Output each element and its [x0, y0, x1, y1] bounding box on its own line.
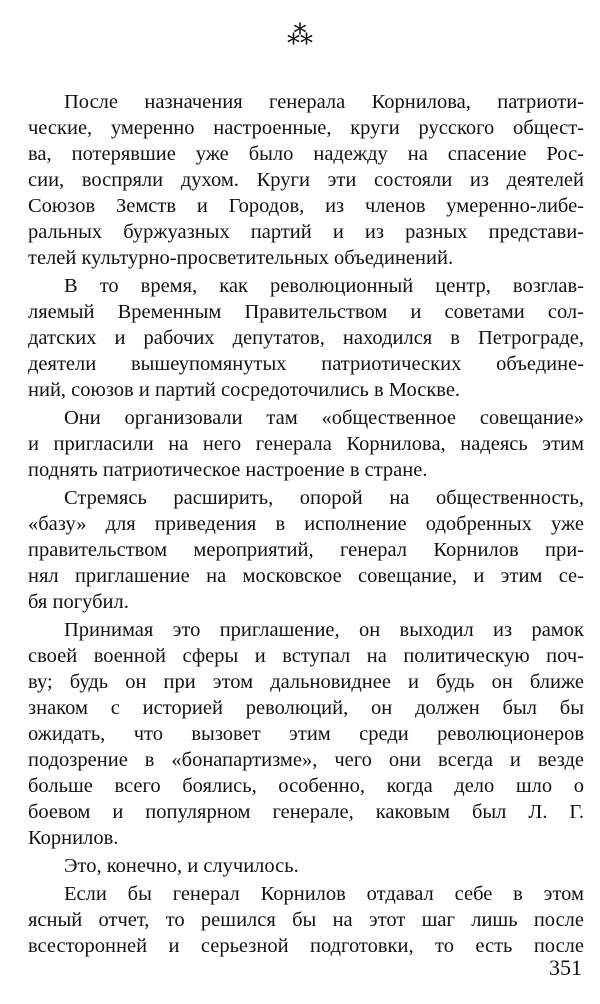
paragraph [28, 89, 584, 271]
text-line: ожидать, что вызовет этим среди революционеров [28, 723, 584, 745]
text-line: и пригласили на него генерала Корнилова, надеясь этим [28, 433, 584, 455]
text-line: своей военной сферы и вступал на политическую поч- [28, 645, 584, 667]
paragraph [28, 881, 584, 959]
paragraph [28, 853, 584, 879]
text-line: Стремясь расширить, опорой на общественность, [64, 487, 584, 509]
text-line: Союзов Земств и Городов, из членов умеренно-либе- [28, 195, 584, 217]
text-line: ясный отчет, то решился бы на этот шаг лишь после [28, 909, 584, 931]
text-line: подозрение в «бонапартизме», чего они всегда и везде [28, 749, 584, 771]
text-line: знаком с историей революций, он должен был бы [28, 697, 584, 719]
text-line: ву; будь он при этом дальновиднее и будь он ближе [28, 671, 584, 693]
text-line: всесторонней и серьезной подготовки, то есть после [28, 935, 584, 957]
text-line: ва, потерявшие уже было надежду на спасение Рос- [28, 143, 584, 165]
paragraph [28, 273, 584, 403]
text-line: ческие, умеренно настроенные, круги русского общест- [28, 117, 584, 139]
text-line: ляемый Временным Правительством и советами сол- [28, 301, 584, 323]
text-line: После назначения генерала Корнилова, патриоти- [64, 91, 584, 113]
text-line: сии, воспряли духом. Круги эти состояли из деятелей [28, 169, 584, 191]
text-line: ний, союзов и партий сосредоточились в Москве. [28, 379, 461, 401]
page-text [28, 89, 584, 961]
text-line: правительством мероприятий, генерал Корнилов при- [28, 539, 584, 561]
text-line: Это, конечно, и случилось. [64, 855, 299, 877]
text-line: нял приглашение на московское совещание, и этим се- [28, 565, 584, 587]
page-number: 351 [549, 955, 582, 980]
text-line: поднять патриотическое настроение в стране. [28, 459, 428, 481]
text-line: «базу» для приведения в исполнение одобренных уже [28, 513, 584, 535]
section-ornament: ⁂ [287, 21, 313, 50]
text-line: бя погубил. [28, 591, 129, 613]
text-line: В то время, как революционный центр, возглав- [64, 275, 584, 297]
paragraph [28, 405, 584, 483]
text-line: больше всего боялись, особенно, когда дело шло о [28, 775, 584, 797]
text-line: ральных буржуазных партий и из разных представи- [28, 221, 584, 243]
text-line: телей культурно-просветительных объединений. [28, 247, 454, 269]
paragraph [28, 617, 584, 851]
text-line: Они организовали там «общественное совещание» [64, 407, 584, 429]
text-line: Принимая это приглашение, он выходил из рамок [64, 619, 584, 641]
paragraph [28, 485, 584, 615]
text-line: Корнилов. [28, 827, 119, 849]
text-line: деятели вышеупомянутых патриотических объедине- [28, 353, 584, 375]
text-line: Если бы генерал Корнилов отдавал себе в этом [64, 883, 584, 905]
text-line: боевом и популярном генерале, каковым был Л. Г. [28, 801, 584, 823]
text-line: датских и рабочих депутатов, находился в Петрограде, [28, 327, 584, 349]
